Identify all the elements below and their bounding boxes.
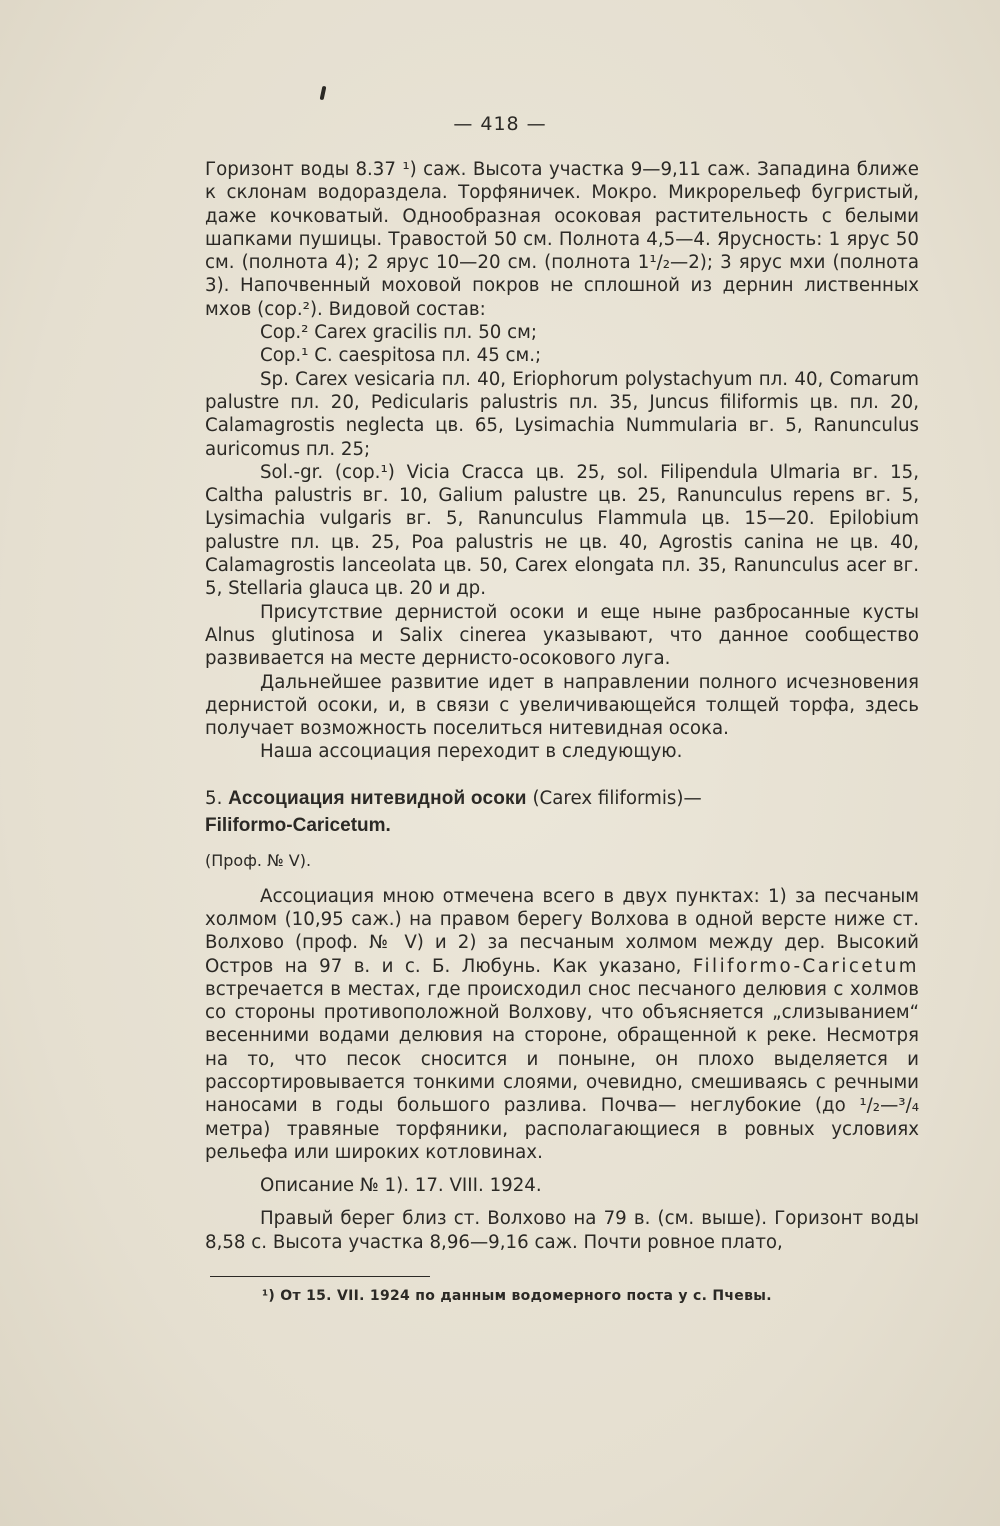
spaced-term: Filiformo-Caricetum <box>692 955 919 977</box>
section-title: Ассоциация нитевидной осоки <box>228 787 527 809</box>
section-subtitle-text: Filiformo-Caricetum. <box>205 815 391 837</box>
paragraph-11: Правый берег близ ст. Волхово на 79 в. (см. выше). Горизонт воды 8,58 с. Высота участка 8,96—9,16 саж. Почти ровное плато, <box>205 1208 919 1253</box>
paragraph-4: Sp. Carex vesicaria пл. 40, Eriophorum polystachyum пл. 40, Comarum palustre пл. 20, Pedicularis palustris пл. 35, Juncus filiformis цв. пл. 20, Calamagrostis neglecta цв. 65, Lysimachia Nummularia вг. 5, Ranunculus auricomus пл. 25; <box>205 368 919 460</box>
footnote-rule <box>210 1276 430 1277</box>
paragraph-6: Присутствие дернистой осоки и еще ныне разбросанные кусты Alnus glutinosa и Salix cinerea указывают, что данное сообщество развивается на месте дернисто-осокового луга. <box>205 601 919 670</box>
section-title-latin: (Carex filiformis)— <box>532 787 702 809</box>
paragraph-3: Сор.¹ С. caespitosa пл. 45 см.; <box>260 345 542 367</box>
ink-mark <box>320 86 327 101</box>
paragraph-2: Сор.² Carex gracilis пл. 50 см; <box>260 322 537 344</box>
main-text <box>205 158 919 1254</box>
page-number: — 418 — <box>453 113 547 135</box>
paragraph-1: Горизонт воды 8.37 ¹) саж. Высота участка 9—9,11 саж. Западина ближе к склонам водораздела. Торфяничек. Мокро. Микрорельеф бугристый, даже кочковатый. Однообразная осоковая растительность с белыми шапками пушицы. Травостой 50 см. Полнота 4,5—4. Ярусность: 1 ярус 50 см. (полнота 4); 2 ярус 10—20 см. (полнота 1¹/₂—2); 3 ярус мхи (полнота 3). Напочвенный моховой покров не сплошной из дернин лиственных мхов (сор.²). Видовой состав: <box>205 159 919 320</box>
paragraph-5: Sol.-gr. (сор.¹) Vicia Cracca цв. 25, sol. Filipendula Ulmaria вг. 15, Caltha palustris вг. 10, Galium palustre цв. 25, Ranunculus repens вг. 5, Lysimachia vulgaris вг. 5, Ranunculus Flammula цв. 15—20. Epilobium palustre пл. цв. 25, Poa palustris не цв. 40, Agrostis canina не цв. 40, Calamagrostis lanceolata цв. 50, Carex elongata пл. 35, Ranunculus acer вг. 5, Stellaria glauca цв. 20 и др. <box>205 461 919 600</box>
profile-reference: (Проф. № V). <box>205 851 312 871</box>
section-heading <box>205 787 919 810</box>
paragraph-7: Дальнейшее развитие идет в направлении полного исчезновения дернистой осоки, и, в связи с увеличивающейся толщей торфа, здесь получает возможность поселиться нитевидная осока. <box>205 671 919 740</box>
section-number: 5. <box>205 787 223 809</box>
paragraph-9-start: Ассоциация мною отмечена всего в двух пунктах: 1) за песчаным холмом (10,95 саж.) на правом берегу Волхова в одной версте ниже ст. Волхово (проф. № V) и 2) за песчаным холмом между дер. Высокий Остров на 97 в. и с. Б. Любунь. Как указано, <box>205 885 919 977</box>
footnote: ¹) От 15. VII. 1924 по данным водомерного поста у с. Пчевы. <box>262 1288 772 1304</box>
paragraph-9-end: встречается в местах, где происходил снос песчаного делювия с холмов со стороны противоположной Волхову, что объясняется „слизыванием“ весенними водами делювия на стороне, обращенной к реке. Несмотря на то, что песок сносится и поныне, он плохо выделяется и рассортировывается тонкими слоями, очевидно, смешиваясь с речными наносами в годы большого разлива. Почва— неглубокие (до ¹/₂—³/₄ метра) травяные торфяники, располагающиеся в ровных условиях рельефа или широких котловинах. <box>205 978 919 1163</box>
paragraph-8: Наша ассоциация переходит в следующую. <box>260 741 683 763</box>
section-subtitle <box>205 814 919 837</box>
paragraph-9 <box>205 885 919 1165</box>
paragraph-10: Описание № 1). 17. VIII. 1924. <box>260 1175 542 1197</box>
